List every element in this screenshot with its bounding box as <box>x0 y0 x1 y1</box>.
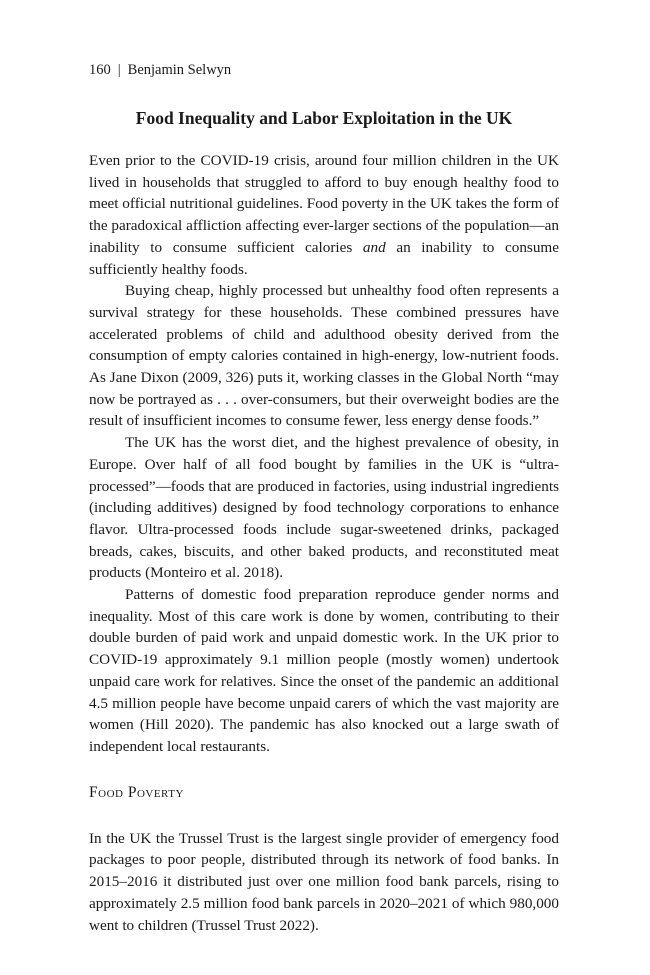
paragraph-4: Patterns of domestic food preparation reproduce gender norms and inequality. Most of this care work is done by women, contributing to their double burden of paid work and unpaid domestic work. In the UK prior to COVID-19 approximately 9.1 million people (mostly women) undertook unpaid care work for relatives. Since the onset of the pandemic an additional 4.5 million people have become unpaid carers of which the vast majority are women (Hill 2020). The pandemic has also knocked out a large swath of independent local restaurants. <box>89 586 559 755</box>
paragraph-1-emphasis: and <box>362 238 386 256</box>
section-title: Food Inequality and Labor Exploitation in the UK <box>135 108 513 128</box>
paragraph-2: Buying cheap, highly processed but unhealthy food often represents a survival strategy for these households. These combined pressures have accelerated problems of child and adulthood obesity derived from the consumption of empty calories contained in high-energy, low-nutrient foods. As Jane Dixon (2009, 326) puts it, working classes in the Global North “may now be portrayed as . . . over-consumers, but their overweight bodies are the result of insufficient incomes to consume fewer, less energy dense foods.” <box>89 282 559 430</box>
section-body <box>89 150 559 758</box>
paragraph-5: In the UK the Trussel Trust is the largest single provider of emergency food packages to poor people, distributed through its network of food banks. In 2015–2016 it distributed just over one million food bank parcels, rising to approximately 2.5 million food bank parcels in 2020–2021 of which 980,000 went to children (Trussel Trust 2022). <box>89 829 559 934</box>
paragraph-1-text-a: Even prior to the COVID-19 crisis, around four million children in the UK lived in households that struggled to afford to buy enough healthy food to meet official nutritional guidelines. Food poverty in the UK takes the form of the paradoxical affliction affecting ever-larger sections of the population—an inability to consume sufficient calories <box>89 152 560 256</box>
paragraph-1 <box>89 150 559 280</box>
paragraph-1-text-b: an inability to consume sufficiently healthy foods. <box>89 238 559 278</box>
paragraph-3: The UK has the worst diet, and the highest prevalence of obesity, in Europe. Over half of all food bought by families in the UK is “ultra-processed”—foods that are produced in factories, using industrial ingredients (including additives) designed by food technology corporations to enhance flavor. Ultra-processed foods include sugar-sweetened drinks, packaged breads, cakes, biscuits, and other baked products, and reconstituted meat products (Monteiro et al. 2018). <box>89 434 559 582</box>
header-separator: | <box>117 62 121 78</box>
page-number: 160 <box>89 62 111 78</box>
subheading-food-poverty: Food Poverty <box>89 783 184 801</box>
book-page <box>89 60 559 936</box>
running-head <box>89 60 559 80</box>
subsection-body <box>89 828 559 937</box>
author-name: Benjamin Selwyn <box>127 62 232 78</box>
